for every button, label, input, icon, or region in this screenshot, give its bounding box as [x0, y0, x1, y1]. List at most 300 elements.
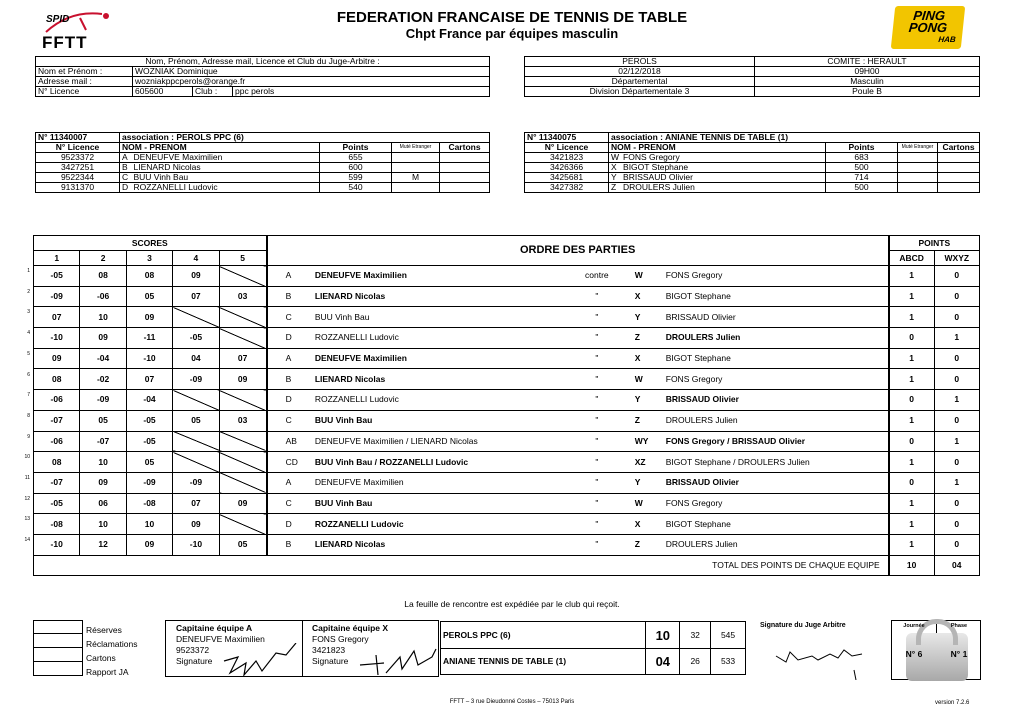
match-date: 02/12/2018 — [525, 67, 755, 77]
match-division: Division Départementale 3 — [525, 87, 755, 97]
set-header: 1 — [34, 251, 80, 266]
team-x-letter: XZ — [627, 452, 660, 473]
player-points: 714 — [826, 173, 898, 183]
team-a-player: DENEUFVE Maximilien — [299, 472, 567, 493]
points-team-x: 0 — [934, 534, 979, 555]
player-cards — [440, 173, 490, 183]
reclamations-box[interactable] — [33, 634, 83, 648]
player-name: DROULERS Julien — [621, 183, 825, 193]
team-a-col-points: Points — [320, 143, 392, 153]
team-a-col-mute: Muté Etranger — [392, 143, 440, 153]
team-a-letter: A — [267, 266, 299, 287]
player-points: 683 — [826, 153, 898, 163]
match-level: Départemental — [525, 77, 755, 87]
set-score: 09 — [173, 266, 219, 287]
player-mute — [898, 163, 938, 173]
captain-a-signature-label: Signature — [176, 656, 213, 666]
ping-pong-logo — [891, 6, 966, 49]
set-score: 09 — [80, 472, 126, 493]
team-a-player: LIENARD Nicolas — [299, 286, 567, 307]
player-licence: 3421823 — [525, 153, 609, 163]
team-x-letter: Z — [627, 410, 660, 431]
team-x-letter: X — [627, 286, 660, 307]
team-a-player: DENEUFVE Maximilien — [299, 266, 567, 287]
player-name: LIENARD Nicolas — [132, 163, 320, 173]
team-a-player: LIENARD Nicolas — [299, 369, 567, 390]
points-team-x: 1 — [934, 390, 979, 411]
set-score: 05 — [80, 410, 126, 431]
checklist-labels — [86, 623, 138, 679]
result-points: 533 — [711, 649, 746, 675]
versus-text: " — [567, 390, 627, 411]
order-heading: ORDRE DES PARTIES — [267, 236, 889, 266]
team-a-player: BUU Vinh Bau / ROZZANELLI Ludovic — [299, 452, 567, 473]
set-score: 05 — [219, 534, 266, 555]
player-name: BUU Vinh Bau — [132, 173, 320, 183]
result-score: 04 — [646, 649, 680, 675]
captain-a-licence: 9523372 — [176, 645, 210, 655]
set-score: 03 — [219, 286, 266, 307]
team-a-association: association : PEROLS PPC (6) — [120, 133, 490, 143]
logo-pp-line3: HAB — [937, 35, 957, 44]
reserves-box[interactable] — [33, 620, 83, 634]
team-a-player-row — [36, 163, 490, 173]
team-x-letter: W — [627, 493, 660, 514]
player-name: BIGOT Stephane — [621, 163, 825, 173]
points-team-x: 1 — [934, 472, 979, 493]
points-team-x: 1 — [934, 328, 979, 349]
set-score: -06 — [34, 431, 80, 452]
report-box[interactable] — [33, 662, 83, 676]
player-cards — [938, 163, 980, 173]
game-number: 4 — [27, 330, 30, 337]
team-x-player: FONS Gregory / BRISSAUD Olivier — [660, 431, 889, 452]
set-score: 10 — [80, 452, 126, 473]
set-score — [173, 390, 219, 411]
team-a-table — [35, 132, 490, 193]
points-team-a: 1 — [889, 266, 934, 287]
set-score: 07 — [173, 493, 219, 514]
versus-text: " — [567, 493, 627, 514]
result-row — [441, 649, 746, 675]
team-x-col-mute: Muté Etranger — [898, 143, 938, 153]
set-score: 09 — [126, 534, 172, 555]
match-committee: COMITE : HERAULT — [755, 57, 980, 67]
set-score: 09 — [173, 514, 219, 535]
team-x-player: FONS Gregory — [660, 493, 889, 514]
set-score: -09 — [173, 369, 219, 390]
player-letter: B — [120, 163, 132, 173]
player-licence: 3425681 — [525, 173, 609, 183]
team-a-letter: AB — [267, 431, 299, 452]
team-x-player: BRISSAUD Olivier — [660, 472, 889, 493]
player-letter: X — [609, 163, 622, 173]
captains-box — [165, 620, 439, 677]
results-table — [440, 621, 746, 675]
game-row — [34, 390, 980, 411]
result-row — [441, 622, 746, 649]
team-x-letter: WY — [627, 431, 660, 452]
player-cards — [938, 173, 980, 183]
game-row — [34, 514, 980, 535]
player-points: 599 — [320, 173, 392, 183]
team-x-player: BRISSAUD Olivier — [660, 390, 889, 411]
versus-text: " — [567, 369, 627, 390]
team-x-player: FONS Gregory — [660, 369, 889, 390]
set-score: -09 — [34, 286, 80, 307]
player-cards — [440, 153, 490, 163]
set-score: 09 — [80, 328, 126, 349]
total-label: TOTAL DES POINTS DE CHAQUE EQUIPE — [34, 555, 889, 576]
team-x-player: BRISSAUD Olivier — [660, 307, 889, 328]
team-x-letter: Y — [627, 390, 660, 411]
player-points: 600 — [320, 163, 392, 173]
set-score: 05 — [126, 452, 172, 473]
total-team-a: 10 — [889, 555, 934, 576]
set-score: -04 — [80, 348, 126, 369]
team-a-letter: C — [267, 493, 299, 514]
player-mute: M — [392, 173, 440, 183]
checklist-label: Cartons — [86, 653, 116, 663]
team-x-number: N° 11340075 — [525, 133, 609, 143]
games-grid — [33, 235, 980, 576]
versus-text: " — [567, 286, 627, 307]
points-team-a: 1 — [889, 452, 934, 473]
game-number: 8 — [27, 412, 30, 419]
set-score — [219, 266, 266, 287]
points-heading: POINTS — [889, 236, 980, 251]
points-team-a: 1 — [889, 369, 934, 390]
points-team-x: 0 — [934, 266, 979, 287]
set-score: -10 — [173, 534, 219, 555]
game-number: 9 — [27, 433, 30, 440]
versus-text: " — [567, 452, 627, 473]
team-x-letter: Z — [627, 328, 660, 349]
team-a-col-cards: Cartons — [440, 143, 490, 153]
set-score: -10 — [126, 348, 172, 369]
referee-club-label: Club : — [193, 87, 233, 97]
game-row — [34, 493, 980, 514]
team-x-letter: Z — [627, 534, 660, 555]
set-score: 08 — [80, 266, 126, 287]
set-score — [173, 452, 219, 473]
set-score: 04 — [173, 348, 219, 369]
team-a-player: ROZZANELLI Ludovic — [299, 514, 567, 535]
team-a-player: BUU Vinh Bau — [299, 410, 567, 431]
points-team-x: 1 — [934, 431, 979, 452]
player-cards — [938, 183, 980, 193]
team-a-player: ROZZANELLI Ludovic — [299, 390, 567, 411]
player-mute — [392, 183, 440, 193]
set-score: -05 — [126, 431, 172, 452]
captain-x-name: FONS Gregory — [312, 634, 369, 644]
set-score: 05 — [173, 410, 219, 431]
player-licence: 3427382 — [525, 183, 609, 193]
versus-text: contre — [567, 266, 627, 287]
player-mute — [898, 183, 938, 193]
match-category: Masculin — [755, 77, 980, 87]
checklist-label: Réserves — [86, 625, 122, 635]
game-number: 2 — [27, 288, 30, 295]
team-a-letter: C — [267, 410, 299, 431]
set-score: -06 — [80, 286, 126, 307]
team-a-letter: B — [267, 286, 299, 307]
page-title: FEDERATION FRANCAISE DE TENNIS DE TABLE — [336, 9, 688, 26]
set-score: 09 — [219, 493, 266, 514]
day-phase-box — [891, 620, 981, 680]
player-name: DENEUFVE Maximilien — [132, 153, 320, 163]
team-x-letter: Y — [627, 307, 660, 328]
dispatch-note: La feuille de rencontre est expédiée par le club qui reçoit. — [404, 599, 620, 609]
points-team-a: 0 — [889, 431, 934, 452]
team-x-col-name: NOM - PRENOM — [609, 143, 826, 153]
logo-pp-line2: PONG — [908, 20, 948, 35]
points-team-a: 1 — [889, 307, 934, 328]
team-x-letter: W — [627, 369, 660, 390]
team-x-letter: X — [627, 514, 660, 535]
result-team: ANIANE TENNIS DE TABLE (1) — [441, 649, 646, 675]
points-team-x: 0 — [934, 369, 979, 390]
referee-name-label: Nom et Prénom : — [36, 67, 133, 77]
team-a-letter: D — [267, 514, 299, 535]
game-number: 7 — [27, 392, 30, 399]
set-header: 5 — [219, 251, 266, 266]
points-team-x: 0 — [934, 493, 979, 514]
team-a-letter: A — [267, 472, 299, 493]
set-score: 10 — [126, 514, 172, 535]
player-cards — [938, 153, 980, 163]
game-row — [34, 369, 980, 390]
set-score: 10 — [80, 307, 126, 328]
game-row — [34, 452, 980, 473]
team-x-player: BIGOT Stephane — [660, 514, 889, 535]
checklist-boxes — [33, 620, 83, 676]
player-licence: 3427251 — [36, 163, 120, 173]
versus-text: " — [567, 534, 627, 555]
set-score: -08 — [34, 514, 80, 535]
team-x-table — [524, 132, 980, 193]
captain-a-name: DENEUFVE Maximilien — [176, 634, 265, 644]
logo-pp-line1: PING — [912, 8, 946, 23]
phase-label: Phase — [950, 623, 968, 629]
set-score — [173, 431, 219, 452]
player-letter: A — [120, 153, 132, 163]
game-number: 6 — [27, 371, 30, 378]
referee-licence-value: 605600 — [133, 87, 193, 97]
game-row — [34, 286, 980, 307]
team-x-player: DROULERS Julien — [660, 410, 889, 431]
set-score: -10 — [34, 328, 80, 349]
versus-text: " — [567, 514, 627, 535]
game-number: 12 — [24, 495, 30, 502]
versus-text: " — [567, 348, 627, 369]
team-a-letter: B — [267, 534, 299, 555]
checklist-label: Réclamations — [86, 639, 138, 649]
player-licence: 9131370 — [36, 183, 120, 193]
result-team: PEROLS PPC (6) — [441, 622, 646, 649]
points-team-a: 1 — [889, 286, 934, 307]
referee-table — [35, 56, 490, 97]
captain-x-signature — [356, 635, 440, 685]
team-a-number: N° 11340007 — [36, 133, 120, 143]
versus-text: " — [567, 431, 627, 452]
player-points: 500 — [826, 183, 898, 193]
game-number: 5 — [27, 350, 30, 357]
points-team-x: 0 — [934, 286, 979, 307]
referee-email-label: Adresse mail : — [36, 77, 133, 87]
points-team-x: 0 — [934, 452, 979, 473]
team-a-letter: D — [267, 328, 299, 349]
player-letter: D — [120, 183, 132, 193]
game-row — [34, 307, 980, 328]
game-number: 13 — [24, 516, 30, 523]
col-abcd: ABCD — [889, 251, 934, 266]
set-score — [219, 390, 266, 411]
team-a-player-row — [36, 173, 490, 183]
points-team-a: 1 — [889, 514, 934, 535]
set-score: 12 — [80, 534, 126, 555]
set-score: -11 — [126, 328, 172, 349]
result-score: 10 — [646, 622, 680, 649]
team-a-player: BUU Vinh Bau — [299, 493, 567, 514]
captain-a-signature — [216, 643, 301, 678]
set-score: 10 — [80, 514, 126, 535]
team-x-player: DROULERS Julien — [660, 534, 889, 555]
team-x-letter: Y — [627, 472, 660, 493]
points-team-a: 0 — [889, 328, 934, 349]
team-x-col-cards: Cartons — [938, 143, 980, 153]
team-a-letter: D — [267, 390, 299, 411]
logo-fftt-text: FFTT — [42, 33, 88, 52]
player-licence: 9522344 — [36, 173, 120, 183]
points-team-a: 1 — [889, 348, 934, 369]
set-score: -06 — [34, 390, 80, 411]
points-team-a: 0 — [889, 390, 934, 411]
player-letter: W — [609, 153, 622, 163]
set-header: 4 — [173, 251, 219, 266]
set-score: 08 — [34, 452, 80, 473]
referee-heading: Nom, Prénom, Adresse mail, Licence et Club du Juge-Arbitre : — [36, 57, 490, 67]
set-header: 3 — [126, 251, 172, 266]
versus-text: " — [567, 410, 627, 431]
player-name: BRISSAUD Olivier — [621, 173, 825, 183]
team-a-player: DENEUFVE Maximilien / LIENARD Nicolas — [299, 431, 567, 452]
points-team-a: 1 — [889, 534, 934, 555]
set-score: 03 — [219, 410, 266, 431]
team-x-player: FONS Gregory — [660, 266, 889, 287]
team-x-letter: X — [627, 348, 660, 369]
checklist-label: Rapport JA — [86, 667, 129, 677]
set-score: -10 — [34, 534, 80, 555]
set-score — [219, 472, 266, 493]
team-a-letter: A — [267, 348, 299, 369]
game-row — [34, 431, 980, 452]
player-points: 500 — [826, 163, 898, 173]
set-score: 09 — [219, 369, 266, 390]
game-row — [34, 534, 980, 555]
team-a-letter: C — [267, 307, 299, 328]
set-score: -05 — [34, 493, 80, 514]
points-team-a: 1 — [889, 410, 934, 431]
phase-value: N° 1 — [950, 649, 968, 659]
captain-x-licence: 3421823 — [312, 645, 346, 655]
game-row — [34, 348, 980, 369]
game-number: 10 — [24, 454, 30, 461]
game-row — [34, 410, 980, 431]
match-pool: Poule B — [755, 87, 980, 97]
set-score — [219, 431, 266, 452]
set-score: -05 — [173, 328, 219, 349]
day-value: N° 6 — [905, 649, 923, 659]
team-a-player: BUU Vinh Bau — [299, 307, 567, 328]
player-letter: C — [120, 173, 132, 183]
captain-x-heading: Capitaine équipe X — [312, 623, 389, 633]
referee-email-value: wozniakppcperols@orange.fr — [133, 77, 490, 87]
team-x-player: BIGOT Stephane — [660, 348, 889, 369]
player-licence: 3426366 — [525, 163, 609, 173]
points-team-x: 0 — [934, 307, 979, 328]
versus-text: " — [567, 328, 627, 349]
player-mute — [392, 163, 440, 173]
set-score — [173, 307, 219, 328]
team-a-player: LIENARD Nicolas — [299, 534, 567, 555]
game-number: 1 — [27, 268, 30, 274]
versus-text: " — [567, 307, 627, 328]
team-a-player-row — [36, 183, 490, 193]
player-points: 540 — [320, 183, 392, 193]
game-number: 14 — [24, 537, 30, 544]
match-time: 09H00 — [755, 67, 980, 77]
match-info-table — [524, 56, 980, 97]
set-score: -07 — [34, 410, 80, 431]
captain-x-signature-label: Signature — [312, 656, 349, 666]
match-place: PEROLS — [525, 57, 755, 67]
team-x-player: BIGOT Stephane — [660, 286, 889, 307]
scores-heading: SCORES — [34, 236, 267, 251]
points-team-x: 0 — [934, 514, 979, 535]
cards-box[interactable] — [33, 648, 83, 662]
referee-signature-label: Signature du Juge Arbitre — [760, 622, 846, 629]
set-score: -02 — [80, 369, 126, 390]
set-score: 08 — [126, 266, 172, 287]
points-team-x: 0 — [934, 348, 979, 369]
player-name: FONS Gregory — [621, 153, 825, 163]
team-a-player: DENEUFVE Maximilien — [299, 348, 567, 369]
footer-address: FFTT – 3 rue Dieudonné Costes – 75013 Paris — [449, 699, 575, 705]
team-x-player: BIGOT Stephane / DROULERS Julien — [660, 452, 889, 473]
points-team-x: 0 — [934, 410, 979, 431]
day-label: Journée — [903, 623, 925, 629]
team-x-col-licence: N° Licence — [525, 143, 609, 153]
player-letter: Z — [609, 183, 622, 193]
set-score — [219, 307, 266, 328]
set-score: -07 — [34, 472, 80, 493]
col-wxyz: WXYZ — [934, 251, 979, 266]
team-a-col-name: NOM - PRENOM — [120, 143, 320, 153]
set-score — [219, 514, 266, 535]
set-score: 07 — [219, 348, 266, 369]
versus-text: " — [567, 472, 627, 493]
points-team-a: 1 — [889, 493, 934, 514]
player-mute — [392, 153, 440, 163]
team-a-player: ROZZANELLI Ludovic — [299, 328, 567, 349]
result-points: 545 — [711, 622, 746, 649]
set-score: -07 — [80, 431, 126, 452]
set-score: 09 — [34, 348, 80, 369]
referee-signature — [772, 640, 868, 680]
game-number: 3 — [27, 309, 30, 316]
set-score: 06 — [80, 493, 126, 514]
